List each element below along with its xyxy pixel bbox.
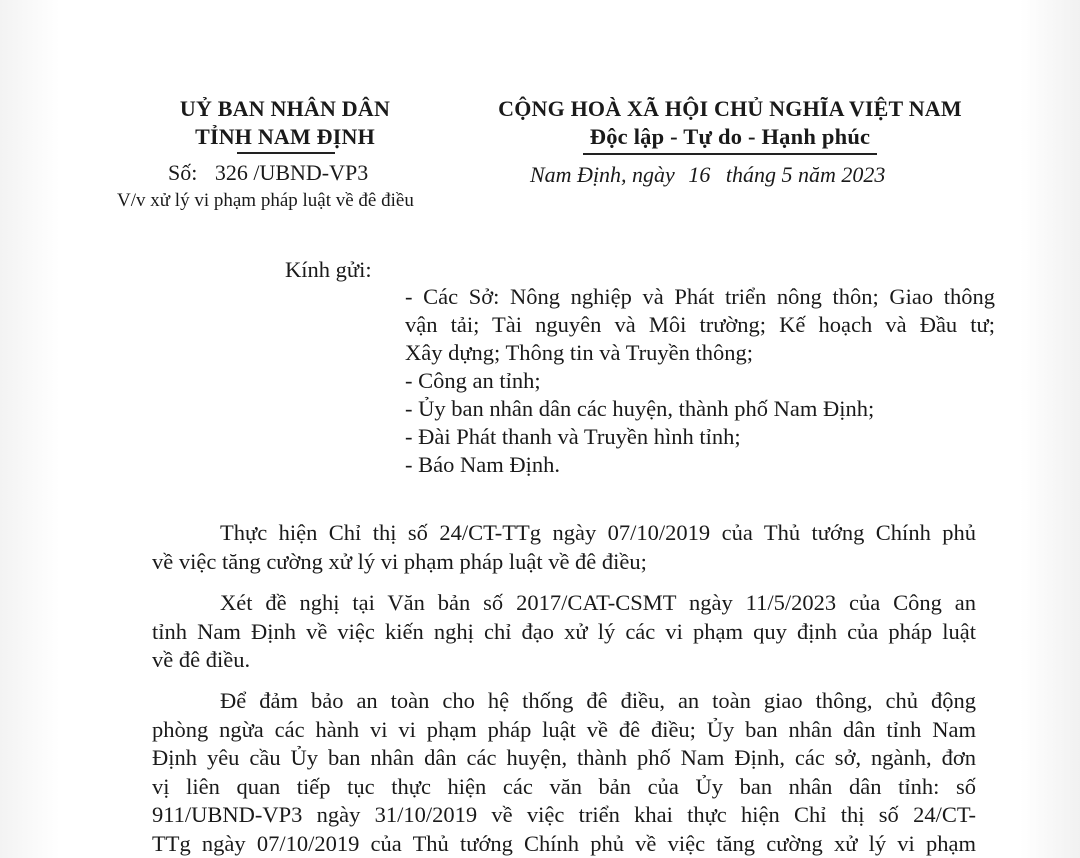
paragraph-line: tỉnh Nam Định về việc kiến nghị chỉ đạo xử lý các vi phạm quy định của pháp luật bbox=[152, 618, 976, 644]
recipient-line: - Các Sở: Nông nghiệp và Phát triển nông thôn; Giao thông bbox=[405, 284, 995, 309]
nation-title: CỘNG HOÀ XÃ HỘI CHỦ NGHĨA VIỆT NAM bbox=[498, 96, 962, 121]
recipients-list bbox=[405, 283, 995, 479]
issuer-line-2: TỈNH NAM ĐỊNH bbox=[195, 124, 375, 149]
document-number-prefix: Số: bbox=[168, 160, 198, 185]
document-number bbox=[168, 160, 368, 186]
recipient-line: Xây dựng; Thông tin và Truyền thông; bbox=[405, 340, 754, 365]
paragraph-line: phòng ngừa các hành vi vi phạm pháp luật về đê điều; Ủy ban nhân dân tỉnh Nam bbox=[152, 716, 976, 742]
recipient-line: - Công an tỉnh; bbox=[405, 368, 541, 393]
document-subject: V/v xử lý vi phạm pháp luật về đê điều bbox=[117, 190, 414, 211]
paragraph-line: Xét đề nghị tại Văn bản số 2017/CAT-CSMT ngày 11/5/2023 của Công an bbox=[220, 590, 976, 615]
paragraph-line: về việc tăng cường xử lý vi phạm pháp luật về đê điều; bbox=[152, 548, 647, 574]
recipient-line: vận tải; Tài nguyên và Môi trường; Kế hoạch và Đầu tư; bbox=[405, 312, 995, 337]
paragraph-3 bbox=[152, 687, 976, 858]
paragraph-line: TTg ngày 07/10/2019 của Thủ tướng Chính phủ về việc tăng cường xử lý vi phạm bbox=[152, 830, 976, 856]
paragraph-line: Để đảm bảo an toàn cho hệ thống đê điều, an toàn giao thông, chủ động bbox=[220, 688, 976, 713]
recipient-line: - Báo Nam Định. bbox=[405, 452, 560, 477]
paragraph-line: Thực hiện Chỉ thị số 24/CT-TTg ngày 07/10/2019 của Thủ tướng Chính phủ bbox=[220, 520, 976, 545]
recipient-line: - Ủy ban nhân dân các huyện, thành phố Nam Định; bbox=[405, 396, 875, 421]
recipients-label: Kính gửi: bbox=[285, 257, 372, 282]
paragraph-2 bbox=[152, 589, 976, 675]
recipient-line: - Đài Phát thanh và Truyền hình tỉnh; bbox=[405, 424, 741, 449]
issuer-underline bbox=[237, 152, 335, 154]
document-number-value: 326 /UBND-VP3 bbox=[214, 160, 369, 185]
issue-date bbox=[530, 162, 885, 188]
paragraph-line: vị liên quan tiếp tục thực hiện các văn bản của Ủy ban nhân dân tỉnh: số bbox=[152, 773, 976, 799]
paragraph-1 bbox=[152, 519, 976, 576]
issuer-line-1: UỶ BAN NHÂN DÂN bbox=[179, 96, 391, 121]
motto-underline bbox=[583, 153, 877, 155]
issue-date-suffix: tháng 5 năm 2023 bbox=[725, 162, 886, 187]
paragraph-line: về đê điều. bbox=[152, 647, 251, 672]
nation-motto: Độc lập - Tự do - Hạnh phúc bbox=[589, 124, 871, 149]
paragraph-line: 911/UBND-VP3 ngày 31/10/2019 về việc triển khai thực hiện Chỉ thị số 24/CT- bbox=[152, 802, 976, 827]
issue-date-prefix: Nam Định, ngày bbox=[530, 162, 675, 187]
issue-date-day: 16 bbox=[688, 162, 711, 187]
paragraph-line: Định yêu cầu Ủy ban nhân dân các huyện, thành phố Nam Định, các sở, ngành, đơn bbox=[152, 745, 976, 770]
